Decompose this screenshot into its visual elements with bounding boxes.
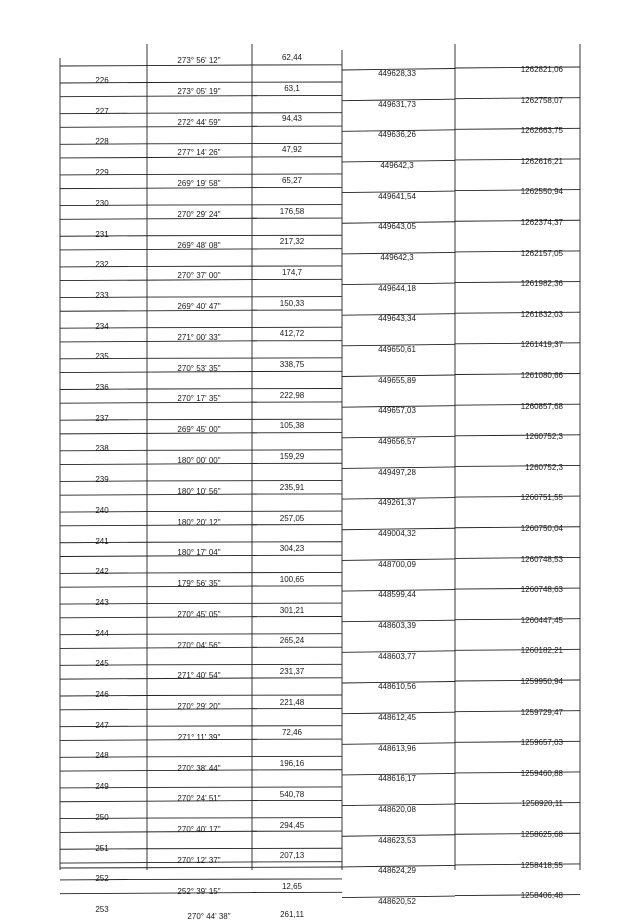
y-coordinate-cell: 1260750,04 <box>463 524 563 533</box>
bearing-cell: 273° 56' 12" <box>149 56 249 65</box>
row-line <box>147 174 342 175</box>
row-line <box>60 65 257 66</box>
distance-cell: 63,1 <box>257 84 327 93</box>
distance-cell: 265,24 <box>257 636 327 645</box>
distance-cell: 257,05 <box>257 514 327 523</box>
row-line <box>147 235 342 236</box>
bearing-cell: 270° 37' 00" <box>149 271 249 280</box>
y-coordinate-cell: 1261832,03 <box>463 310 563 319</box>
y-coordinate-cell: 1259657,03 <box>463 738 563 747</box>
y-coordinate-cell: 1260182,21 <box>463 646 563 655</box>
distance-cell: 159,29 <box>257 452 327 461</box>
y-coordinate-cell: 1261419,37 <box>463 340 563 349</box>
point-number-cell: 249 <box>72 782 132 791</box>
point-number-cell: 226 <box>72 76 132 85</box>
bearing-cell: 270° 53' 35" <box>149 364 249 373</box>
x-coordinate-cell: 448620,52 <box>352 897 442 906</box>
x-coordinate-cell: 449655,89 <box>352 376 442 385</box>
x-coordinate-cell: 449644,18 <box>352 284 442 293</box>
row-line <box>147 695 342 696</box>
distance-cell: 105,38 <box>257 421 327 430</box>
row-line <box>147 327 342 328</box>
distance-cell: 261,11 <box>257 910 327 919</box>
bottom-border <box>60 867 342 868</box>
row-line <box>147 848 342 849</box>
distance-cell: 301,21 <box>257 606 327 615</box>
bearing-cell: 270° 12' 37" <box>149 856 249 865</box>
y-coordinate-cell: 1262821,06 <box>463 65 563 74</box>
distance-cell: 217,32 <box>257 237 327 246</box>
row-line <box>147 664 342 665</box>
x-coordinate-cell: 449642,3 <box>352 253 442 262</box>
row-line <box>147 787 342 788</box>
bearing-cell: 179° 56' 35" <box>149 579 249 588</box>
bearing-cell: 180° 20' 12" <box>149 518 249 527</box>
y-coordinate-cell: 1261080,66 <box>463 371 563 380</box>
y-coordinate-cell: 1262157,05 <box>463 249 563 258</box>
distance-cell: 540,78 <box>257 790 327 799</box>
distance-cell: 47,92 <box>257 145 327 154</box>
bearing-cell: 270° 17' 35" <box>149 394 249 403</box>
point-number-cell: 237 <box>72 414 132 423</box>
bearing-cell: 272° 44' 59" <box>149 118 249 127</box>
bearing-cell: 269° 40' 47" <box>149 302 249 311</box>
distance-cell: 12,65 <box>257 882 327 891</box>
bearing-cell: 270° 40' 17" <box>149 825 249 834</box>
point-number-cell: 230 <box>72 199 132 208</box>
y-coordinate-cell: 1261982,36 <box>463 279 563 288</box>
bearing-cell: 271° 11' 39" <box>149 733 249 742</box>
bearing-cell: 270° 44' 38" <box>159 912 259 921</box>
distance-cell: 412,72 <box>257 329 327 338</box>
point-number-cell: 228 <box>72 137 132 146</box>
point-number-cell: 238 <box>72 444 132 453</box>
bearing-cell: 270° 29' 20" <box>149 702 249 711</box>
bearing-cell: 180° 17' 04" <box>149 548 249 557</box>
x-coordinate-cell: 448603,77 <box>352 652 442 661</box>
row-line <box>60 96 257 97</box>
row-line <box>147 297 342 298</box>
distance-cell: 207,13 <box>257 851 327 860</box>
distance-cell: 65,27 <box>257 176 327 185</box>
y-coordinate-cell: 1260857,68 <box>463 402 563 411</box>
row-line <box>147 480 342 481</box>
bearing-cell: 180° 00' 00" <box>149 456 249 465</box>
row-line <box>147 818 342 819</box>
y-coordinate-cell: 1262616,21 <box>463 157 563 166</box>
distance-cell: 231,37 <box>257 667 327 676</box>
row-line <box>147 266 342 267</box>
point-number-cell: 235 <box>72 352 132 361</box>
x-coordinate-cell: 448616,17 <box>352 774 442 783</box>
x-coordinate-cell: 448613,96 <box>352 744 442 753</box>
y-coordinate-cell: 1259729,47 <box>463 708 563 717</box>
y-coordinate-cell: 1260447,45 <box>463 616 563 625</box>
y-coordinate-cell: 1259950,94 <box>463 677 563 686</box>
x-coordinate-cell: 449643,34 <box>352 314 442 323</box>
distance-cell: 150,33 <box>257 299 327 308</box>
row-line <box>147 726 342 727</box>
distance-cell: 100,65 <box>257 575 327 584</box>
bearing-cell: 269° 45' 00" <box>149 425 249 434</box>
point-number-cell: 251 <box>72 844 132 853</box>
point-number-cell: 231 <box>72 230 132 239</box>
distance-cell: 235,91 <box>257 483 327 492</box>
point-number-cell: 239 <box>72 475 132 484</box>
point-number-cell: 236 <box>72 383 132 392</box>
row-line <box>147 450 342 451</box>
point-number-cell: 241 <box>72 537 132 546</box>
distance-cell: 176,58 <box>257 207 327 216</box>
point-number-cell: 253 <box>72 905 132 914</box>
point-number-cell: 233 <box>72 291 132 300</box>
y-coordinate-cell: 1260748,53 <box>463 555 563 564</box>
bearing-cell: 270° 45' 05" <box>149 610 249 619</box>
point-number-cell: 246 <box>72 690 132 699</box>
x-coordinate-cell: 449261,37 <box>352 498 442 507</box>
bearing-cell: 270° 04' 56" <box>149 641 249 650</box>
x-coordinate-cell: 449628,33 <box>352 69 442 78</box>
x-coordinate-cell: 448610,56 <box>352 682 442 691</box>
point-number-cell: 242 <box>72 567 132 576</box>
x-coordinate-cell: 448612,45 <box>352 713 442 722</box>
distance-cell: 294,45 <box>257 821 327 830</box>
x-coordinate-cell: 449642,3 <box>352 161 442 170</box>
x-coordinate-cell: 448599,44 <box>352 590 442 599</box>
y-coordinate-cell: 1260752,3 <box>463 463 563 472</box>
row-line <box>147 603 342 604</box>
distance-cell: 62,44 <box>257 53 327 62</box>
y-coordinate-cell: 1260748,63 <box>463 585 563 594</box>
point-number-cell: 229 <box>72 168 132 177</box>
y-coordinate-cell: 1262663,75 <box>463 126 563 135</box>
row-line <box>147 82 342 83</box>
y-coordinate-cell: 1258406,48 <box>463 891 563 900</box>
point-number-cell: 250 <box>72 813 132 822</box>
distance-cell: 304,23 <box>257 544 327 553</box>
bearing-cell: 180° 10' 56" <box>149 487 249 496</box>
row-line <box>147 205 342 206</box>
row-line <box>147 389 342 390</box>
bearing-cell: 270° 29' 24" <box>149 210 249 219</box>
x-coordinate-cell: 449650,61 <box>352 345 442 354</box>
point-number-cell: 252 <box>72 874 132 883</box>
bearing-cell: 269° 48' 08" <box>149 241 249 250</box>
row-line <box>147 634 342 635</box>
y-coordinate-cell: 1260751,55 <box>463 493 563 502</box>
row-line <box>147 419 342 420</box>
distance-cell: 196,16 <box>257 759 327 768</box>
distance-cell: 94,43 <box>257 114 327 123</box>
x-coordinate-cell: 448620,08 <box>352 805 442 814</box>
distance-cell: 72,46 <box>257 728 327 737</box>
distance-cell: 222,98 <box>257 391 327 400</box>
row-line <box>147 879 342 880</box>
bearing-cell: 273° 05' 19" <box>149 87 249 96</box>
bearing-cell: 270° 38' 44" <box>149 764 249 773</box>
x-coordinate-cell: 449656,57 <box>352 437 442 446</box>
point-number-cell: 244 <box>72 629 132 638</box>
row-line <box>147 542 342 543</box>
row-line <box>147 143 342 144</box>
y-coordinate-cell: 1259460,88 <box>463 769 563 778</box>
point-number-cell: 234 <box>72 322 132 331</box>
row-line <box>147 113 342 114</box>
point-number-cell: 247 <box>72 721 132 730</box>
row-line <box>147 756 342 757</box>
point-number-cell: 248 <box>72 751 132 760</box>
y-coordinate-cell: 1258625,68 <box>463 830 563 839</box>
bearing-cell: 252° 39' 15" <box>149 887 249 896</box>
point-number-cell: 245 <box>72 659 132 668</box>
x-coordinate-cell: 449657,03 <box>352 406 442 415</box>
x-coordinate-cell: 448623,53 <box>352 836 442 845</box>
point-number-cell: 243 <box>72 598 132 607</box>
distance-cell: 221,48 <box>257 698 327 707</box>
y-coordinate-cell: 1262758,07 <box>463 96 563 105</box>
x-coordinate-cell: 449497,28 <box>352 468 442 477</box>
x-coordinate-cell: 448700,09 <box>352 560 442 569</box>
distance-cell: 174,7 <box>257 268 327 277</box>
y-coordinate-cell: 1262550,94 <box>463 187 563 196</box>
row-line <box>147 511 342 512</box>
x-coordinate-cell: 449631,73 <box>352 100 442 109</box>
bearing-cell: 271° 00' 33" <box>149 333 249 342</box>
point-number-cell: 240 <box>72 506 132 515</box>
x-coordinate-cell: 449004,32 <box>352 529 442 538</box>
row-line <box>147 358 342 359</box>
y-coordinate-cell: 1258418,55 <box>463 861 563 870</box>
x-coordinate-cell: 449636,26 <box>352 130 442 139</box>
x-coordinate-cell: 449643,05 <box>352 222 442 231</box>
x-coordinate-cell: 448624,29 <box>352 866 442 875</box>
point-number-cell: 232 <box>72 260 132 269</box>
row-line <box>147 572 342 573</box>
bearing-cell: 271° 40' 54" <box>149 671 249 680</box>
bearing-cell: 270° 24' 51" <box>149 794 249 803</box>
y-coordinate-cell: 1260752,3 <box>463 432 563 441</box>
y-coordinate-cell: 1262374,37 <box>463 218 563 227</box>
y-coordinate-cell: 1258920,11 <box>463 799 563 808</box>
point-number-cell: 227 <box>72 107 132 116</box>
x-coordinate-cell: 448603,39 <box>352 621 442 630</box>
x-coordinate-cell: 449641,54 <box>352 192 442 201</box>
bearing-cell: 277° 14' 26" <box>149 148 249 157</box>
bearing-cell: 269° 19' 58" <box>149 179 249 188</box>
distance-cell: 338,75 <box>257 360 327 369</box>
